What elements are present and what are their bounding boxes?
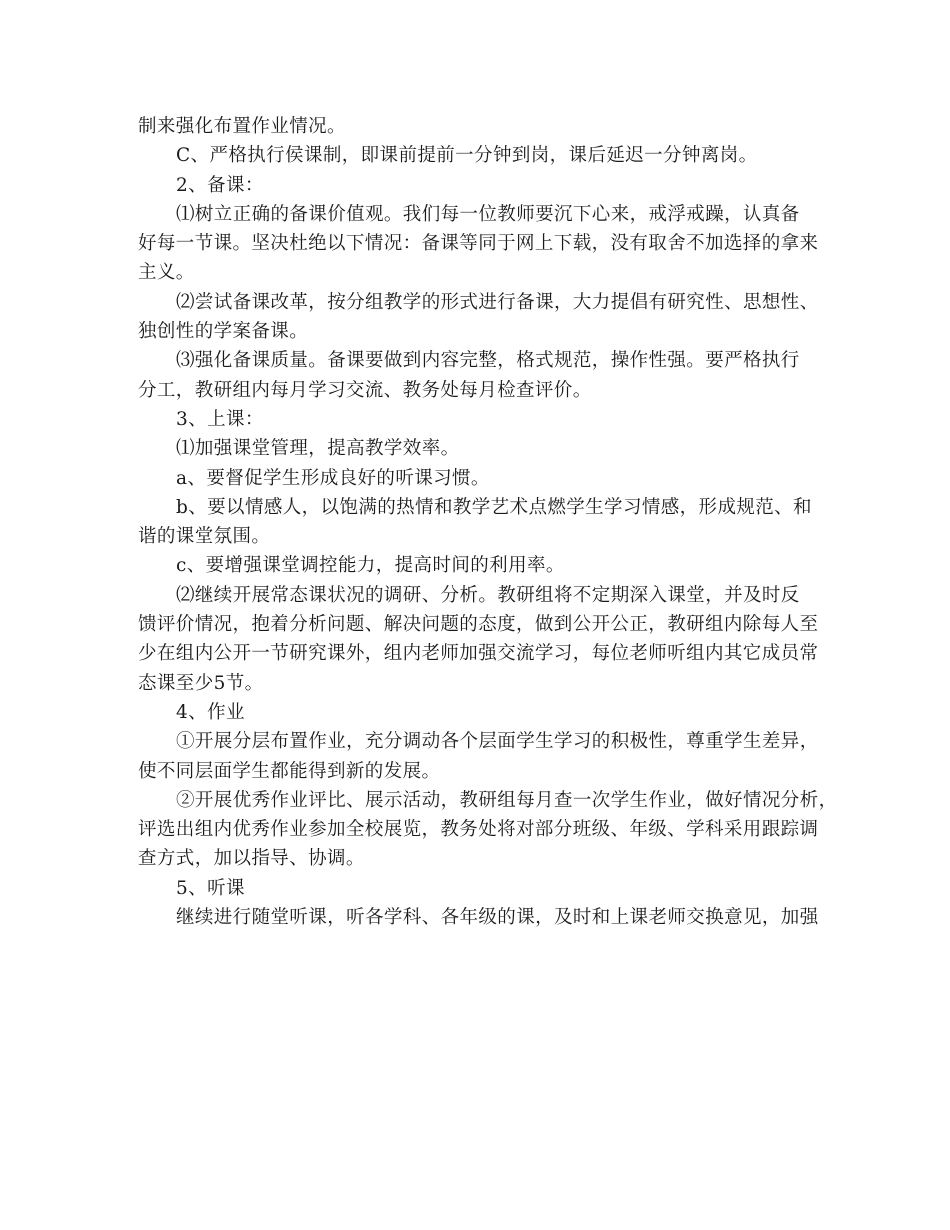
text-line: 评选出组内优秀作业参加全校展览，教务处将对部分班级、年级、学科采用跟踪调 bbox=[138, 819, 819, 841]
text-line: a、要督促学生形成良好的听课习惯。 bbox=[176, 467, 490, 489]
text-line: 馈评价情况，抱着分析问题、解决问题的态度，做到公开公正，教研组内除每人至 bbox=[138, 614, 819, 636]
text-line: ⑶强化备课质量。备课要做到内容完整，格式规范，操作性强。要严格执行 bbox=[176, 350, 800, 372]
text-line: ⑴树立正确的备课价值观。我们每一位教师要沉下心来，戒浮戒躁，认真备 bbox=[176, 203, 800, 225]
text-line: 查方式，加以指导、协调。 bbox=[138, 848, 365, 870]
text-line: ⑴加强课堂管理，提高教学效率。 bbox=[176, 438, 460, 460]
text-line: 4、作业 bbox=[176, 701, 245, 723]
text-line: ⑵继续开展常态课状况的调研、分析。教研组将不定期深入课堂，并及时反 bbox=[176, 584, 800, 606]
text-line: 3、上课： bbox=[176, 408, 264, 430]
text-line: ⑵尝试备课改革，按分组教学的形式进行备课，大力提倡有研究性、思想性、 bbox=[176, 291, 819, 313]
text-line: 少在组内公开一节研究课外，组内老师加强交流学习，每位老师听组内其它成员常 bbox=[138, 643, 819, 665]
text-line: C、严格执行侯课制，即课前提前一分钟到岗，课后延迟一分钟离岗。 bbox=[176, 145, 758, 167]
text-line: 2、备课： bbox=[176, 174, 264, 196]
text-line: b、要以情感人，以饱满的热情和教学艺术点燃学生学习情感，形成规范、和 bbox=[176, 496, 812, 518]
text-line: 继续进行随堂听课，听各学科、各年级的课，及时和上课老师交换意见，加强 bbox=[176, 907, 819, 929]
text-line: 5、听课 bbox=[176, 877, 245, 899]
text-line: 制来强化布置作业情况。 bbox=[138, 116, 346, 137]
text-line: 谐的课堂氛围。 bbox=[138, 526, 271, 548]
text-line: 态课至少5节。 bbox=[138, 672, 264, 694]
text-line: ②开展优秀作业评比、展示活动，教研组每月查一次学生作业，做好情况分析， bbox=[176, 789, 838, 811]
text-line: ①开展分层布置作业，充分调动各个层面学生学习的积极性，尊重学生差异， bbox=[176, 731, 819, 753]
text-line: 主义。 bbox=[138, 262, 195, 284]
text-line: 分工，教研组内每月学习交流、教务处每月检查评价。 bbox=[138, 379, 592, 401]
text-line: 使不同层面学生都能得到新的发展。 bbox=[138, 760, 441, 782]
text-line: 好每一节课。坚决杜绝以下情况：备课等同于网上下载，没有取舍不加选择的拿来 bbox=[138, 233, 819, 255]
document-body bbox=[138, 112, 838, 932]
text-line: c、要增强课堂调控能力，提高时间的利用率。 bbox=[176, 555, 565, 577]
text-line: 独创性的学案备课。 bbox=[138, 321, 309, 343]
